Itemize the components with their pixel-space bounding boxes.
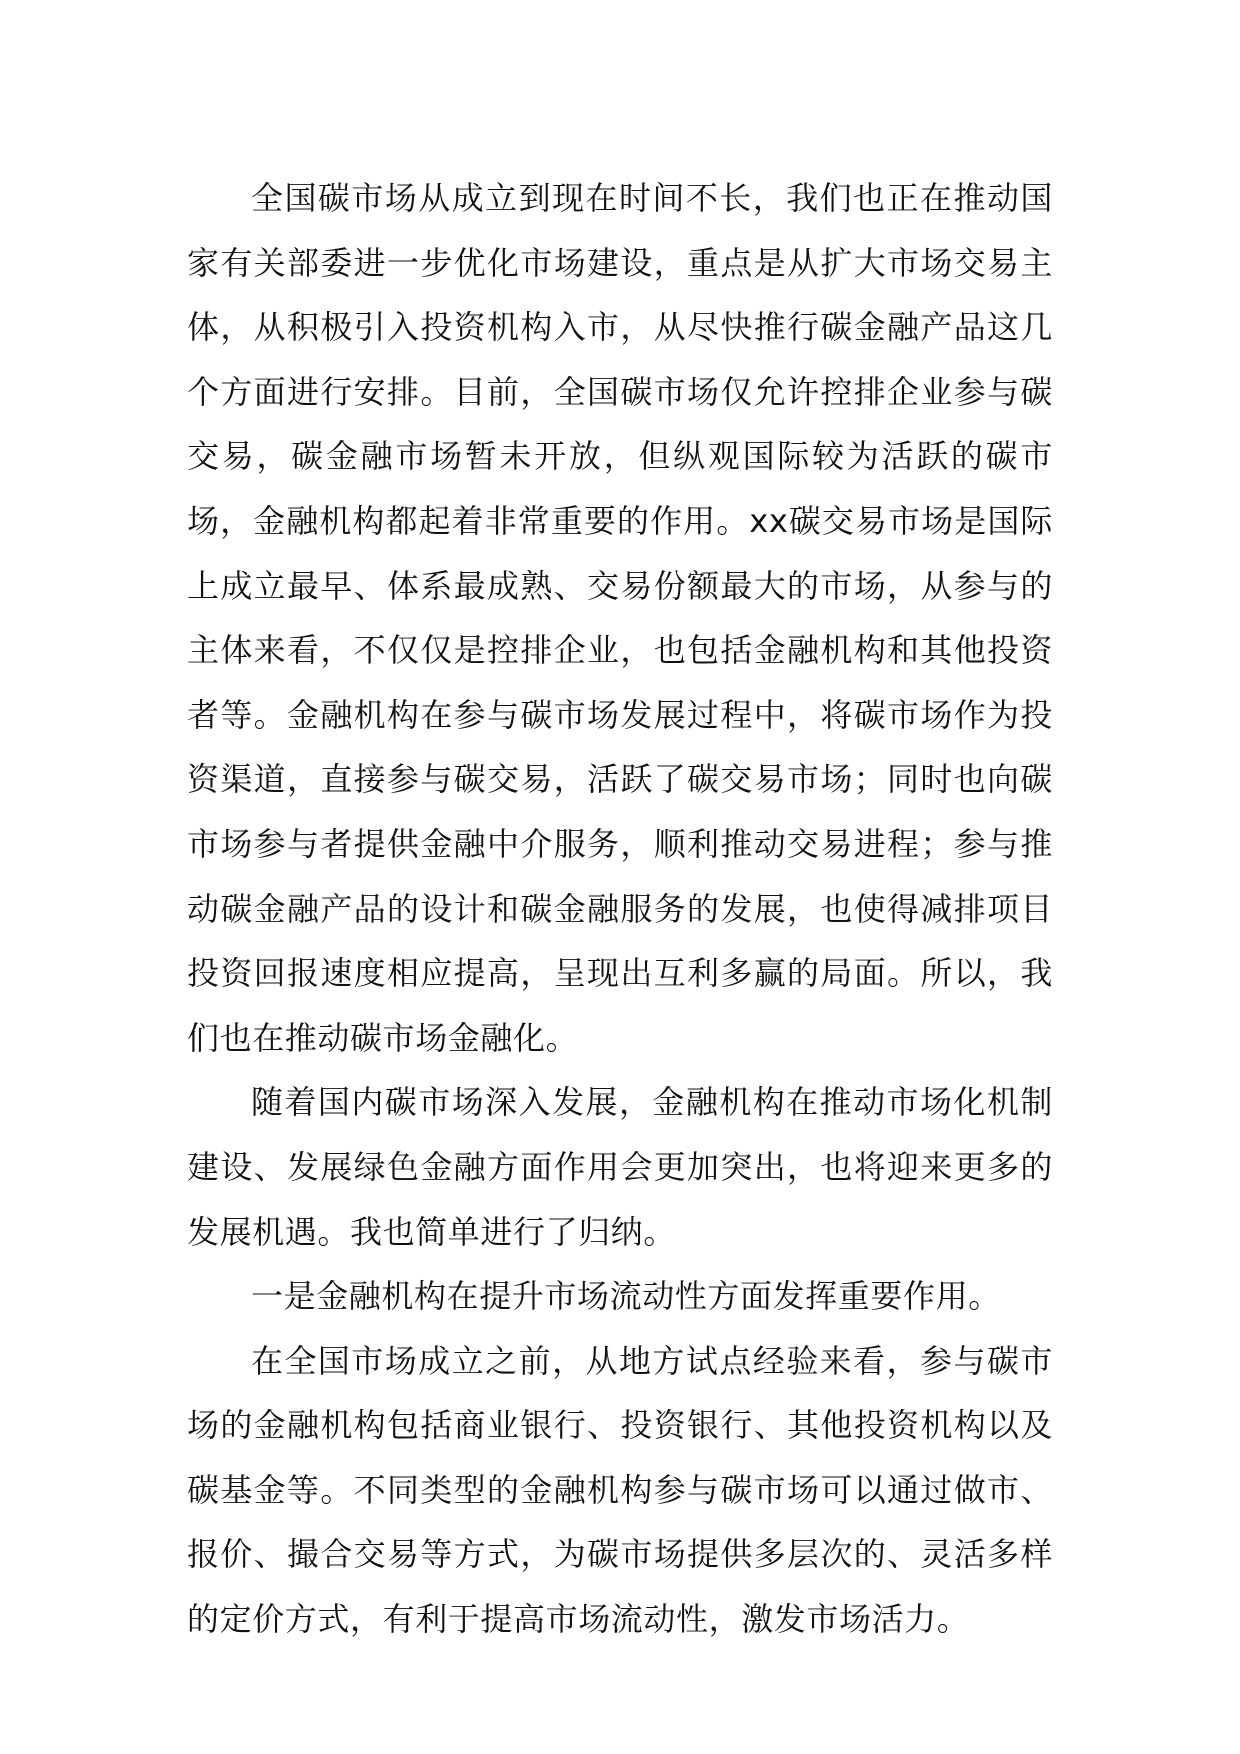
paragraph-carbon-market-finance: 全国碳市场从成立到现在时间不长，我们也正在推动国家有关部委进一步优化市场建设，重点是从扩大市场交易主体，从积极引入投资机构入市，从尽快推行碳金融产品这几个方面进行安排。目前，全国碳市场仅允许控排企业参与碳交易，碳金融市场暂未开放，但纵观国际较为活跃的碳市场，金融机构都起着非常重要的作用。xx碳交易市场是国际上成立最早、体系最成熟、交易份额最大的市场，从参与的主体来看，不仅仅是控排企业，也包括金融机构和其他投资者等。金融机构在参与碳市场发展过程中，将碳市场作为投资渠道，直接参与碳交易，活跃了碳交易市场；同时也向碳市场参与者提供金融中介服务，顺利推动交易进程；参与推动碳金融产品的设计和碳金融服务的发展，也使得减排项目投资回报速度相应提高，呈现出互利多赢的局面。所以，我们也在推动碳市场金融化。 [187, 179, 1053, 1057]
document-body [187, 166, 1053, 1652]
paragraph-point-one-heading: 一是金融机构在提升市场流动性方面发挥重要作用。 [251, 1277, 1001, 1316]
paragraph-pilot-experience: 在全国市场成立之前，从地方试点经验来看，参与碳市场的金融机构包括商业银行、投资银行、其他投资机构以及碳基金等。不同类型的金融机构参与碳市场可以通过做市、报价、撮合交易等方式，为碳市场提供多层次的、灵活多样的定价方式，有利于提高市场流动性，激发市场活力。 [187, 1341, 1053, 1639]
paragraph-development-opportunities: 随着国内碳市场深入发展，金融机构在推动市场化机制建设、发展绿色金融方面作用会更加突出，也将迎来更多的发展机遇。我也简单进行了归纳。 [187, 1083, 1053, 1251]
